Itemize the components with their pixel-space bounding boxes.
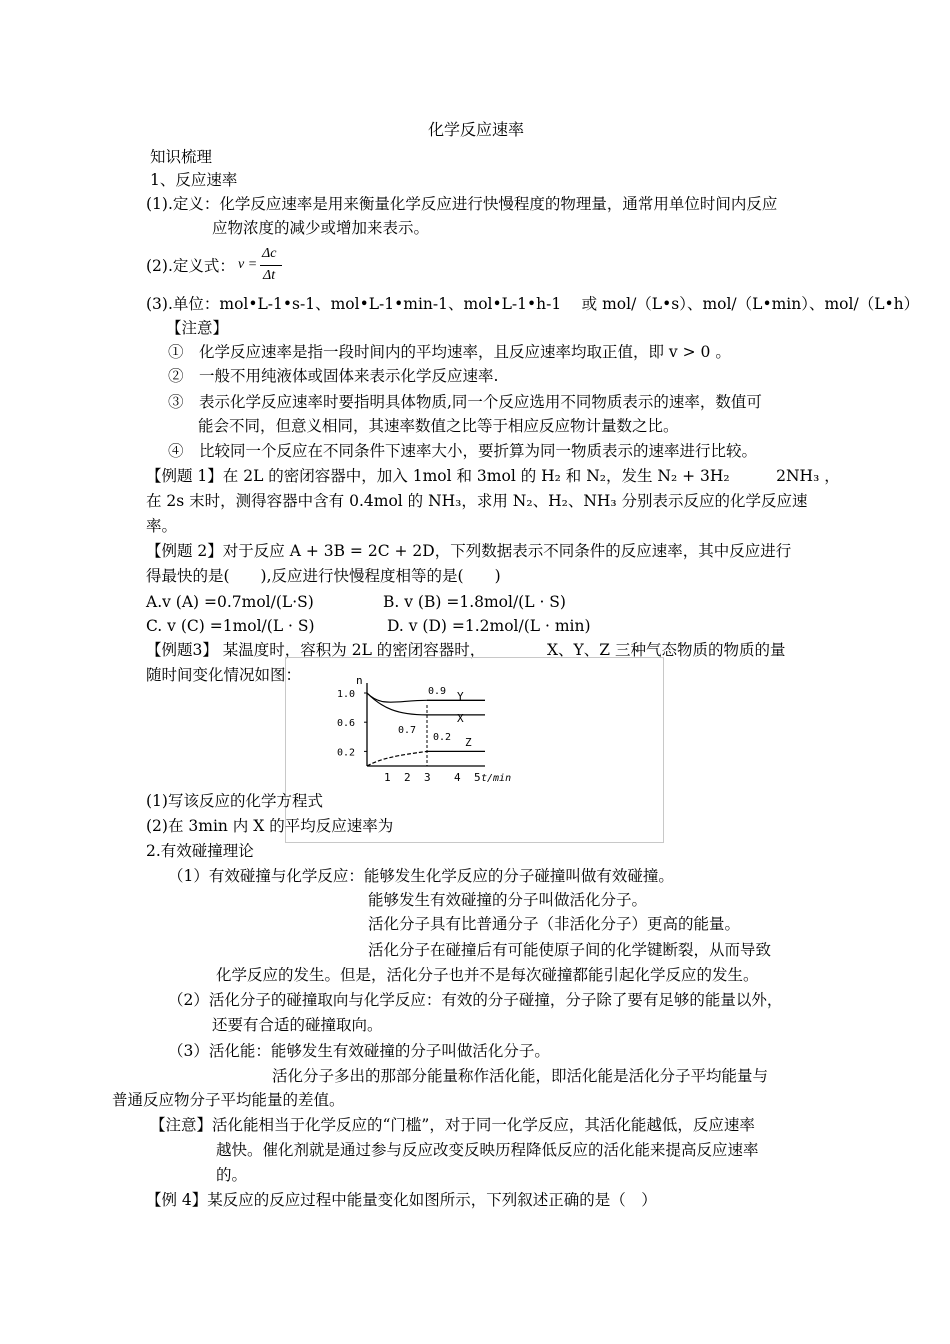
paragraph-cont: 普通反应物分子平均能量的差值。 <box>112 1091 345 1109</box>
note-item: ④ 比较同一个反应在不同条件下速率大小，要折算为同一物质表示的速率进行比较。 <box>168 442 758 460</box>
x-axis-label: t/min <box>481 773 512 784</box>
series-Z-curve <box>367 751 427 766</box>
note-2-cont: 越快。催化剂就是通过参与反应改变反映历程降低反应的活化能来提高反应速率 <box>216 1141 759 1159</box>
question-1: (1)写该反应的化学方程式 <box>146 792 323 810</box>
x-tick-label: 4 <box>454 771 461 784</box>
option-b: B. v (B) =1.8mol/(L · S) <box>383 593 566 611</box>
x-tick-label: 1 <box>384 771 391 784</box>
note-item: ② 一般不用纯液体或固体来表示化学反应速率. <box>168 367 499 385</box>
paragraph: （1）有效碰撞与化学反应：能够发生化学反应的分子碰撞叫做有效碰撞。 <box>168 867 674 885</box>
example-1-line: 率。 <box>146 517 178 535</box>
paragraph-cont: 化学反应的发生。但是，活化分子也并不是每次碰撞都能引起化学反应的发生。 <box>216 966 759 984</box>
example-4-line: 【例 4】某反应的反应过程中能量变化如图所示，下列叙述正确的是（ ） <box>146 1191 657 1209</box>
series-label: Y <box>457 690 464 703</box>
note-2-cont: 的。 <box>216 1166 248 1184</box>
paragraph-cont: 能够发生有效碰撞的分子叫做活化分子。 <box>368 891 648 909</box>
annotation-label: 0.9 <box>428 686 447 697</box>
example-1-line: 在 2s 末时，测得容器中含有 0.4mol 的 NH₃，求用 N₂、H₂、NH₃ 分别表示反应的化学反应速 <box>146 492 808 510</box>
definition-line-cont: 应物浓度的减少或增加来表示。 <box>212 219 430 237</box>
option-a: A.v (A) =0.7mol/(L·S) <box>146 593 314 611</box>
formula-numerator: Δc <box>262 246 277 261</box>
paragraph-cont: 活化分子具有比普通分子（非活化分子）更高的能量。 <box>368 915 741 933</box>
y-tick-label: 0.6 <box>337 718 356 730</box>
x-tick-label: 3 <box>424 771 431 784</box>
example-3-line: 【例题3】 某温度时，容积为 2L 的密闭容器时， <box>146 641 486 659</box>
x-tick-label: 5 <box>474 771 481 784</box>
note-item: ① 化学反应速率是指一段时间内的平均速率，且反应速率均取正值，即 v > 0 。 <box>168 343 731 361</box>
page-title: 化学反应速率 <box>428 120 525 139</box>
annotation-label: 0.2 <box>433 732 452 743</box>
paragraph-cont: 活化分子在碰撞后有可能使原子间的化学键断裂，从而导致 <box>368 941 772 959</box>
paragraph-cont: 还要有合适的碰撞取向。 <box>212 1016 383 1034</box>
example-3-line: 随时间变化情况如图： <box>146 666 302 684</box>
annotation-label: 0.7 <box>398 725 417 736</box>
series-X-curve <box>367 693 427 715</box>
series-label: X <box>457 712 464 725</box>
note-label: 【注意】 <box>166 319 229 337</box>
example-2-line: 【例题 2】对于反应 A + 3B = 2C + 2D，下列数据表示不同条件的反应速率，其中反应进行 <box>146 542 792 560</box>
paragraph: （3）活化能：能够发生有效碰撞的分子叫做活化分子。 <box>168 1042 550 1060</box>
example-3-line-right: X、Y、Z 三种气态物质的物质的量 <box>547 641 786 659</box>
paragraph: （2）活化分子的碰撞取向与化学反应：有效的分子碰撞，分子除了要有足够的能量以外， <box>168 991 783 1009</box>
section-1-heading: 1、反应速率 <box>150 171 238 189</box>
option-d: D. v (D) =1.2mol/(L · min) <box>387 617 591 635</box>
paragraph-cont: 活化分子多出的那部分能量称作活化能，即活化能是活化分子平均能量与 <box>272 1067 769 1085</box>
note-2: 【注意】活化能相当于化学反应的“门槛”，对于同一化学反应，其活化能越低，反应速率 <box>150 1116 755 1134</box>
note-item: ③ 表示化学反应速率时要指明具体物质,同一个反应选用不同物质表示的速率，数值可 <box>168 393 762 411</box>
example-1-line: 【例题 1】在 2L 的密闭容器中，加入 1mol 和 3mol 的 H₂ 和 N₂，发生 N₂ + 3H₂ 2NH₃ ， <box>146 467 840 485</box>
option-c: C. v (C) =1mol/(L · S) <box>146 617 315 635</box>
section-2-heading: 2.有效碰撞理论 <box>146 842 254 860</box>
units-line: (3).单位：mol•L-1•s-1、mol•L-1•min-1、mol•L-1•h-1 或 mol/（L•s）、mol/（L•min）、mol/（L•h） <box>146 295 920 313</box>
x-tick-label: 2 <box>404 771 411 784</box>
series-label: Z <box>465 736 472 749</box>
y-axis-label: n <box>356 674 363 687</box>
note-item-cont: 能会不同，但意义相同，其速率数值之比等于相应反应物计量数之比。 <box>198 417 679 435</box>
y-tick-label: 1.0 <box>337 689 356 700</box>
formula-denominator: Δt <box>263 268 276 283</box>
example-2-line: 得最快的是( ),反应进行快慢程度相等的是( ) <box>146 567 501 585</box>
definition-line: (1).定义：化学反应速率是用来衡量化学反应进行快慢程度的物理量，通常用单位时间内反应 <box>146 195 778 213</box>
formula-v: v = <box>238 257 258 272</box>
formula-label: (2).定义式： <box>146 257 235 275</box>
section-heading: 知识梳理 <box>150 148 213 166</box>
question-2: (2)在 3min 内 X 的平均反应速率为 <box>146 817 394 835</box>
y-tick-label: 0.2 <box>337 747 356 759</box>
